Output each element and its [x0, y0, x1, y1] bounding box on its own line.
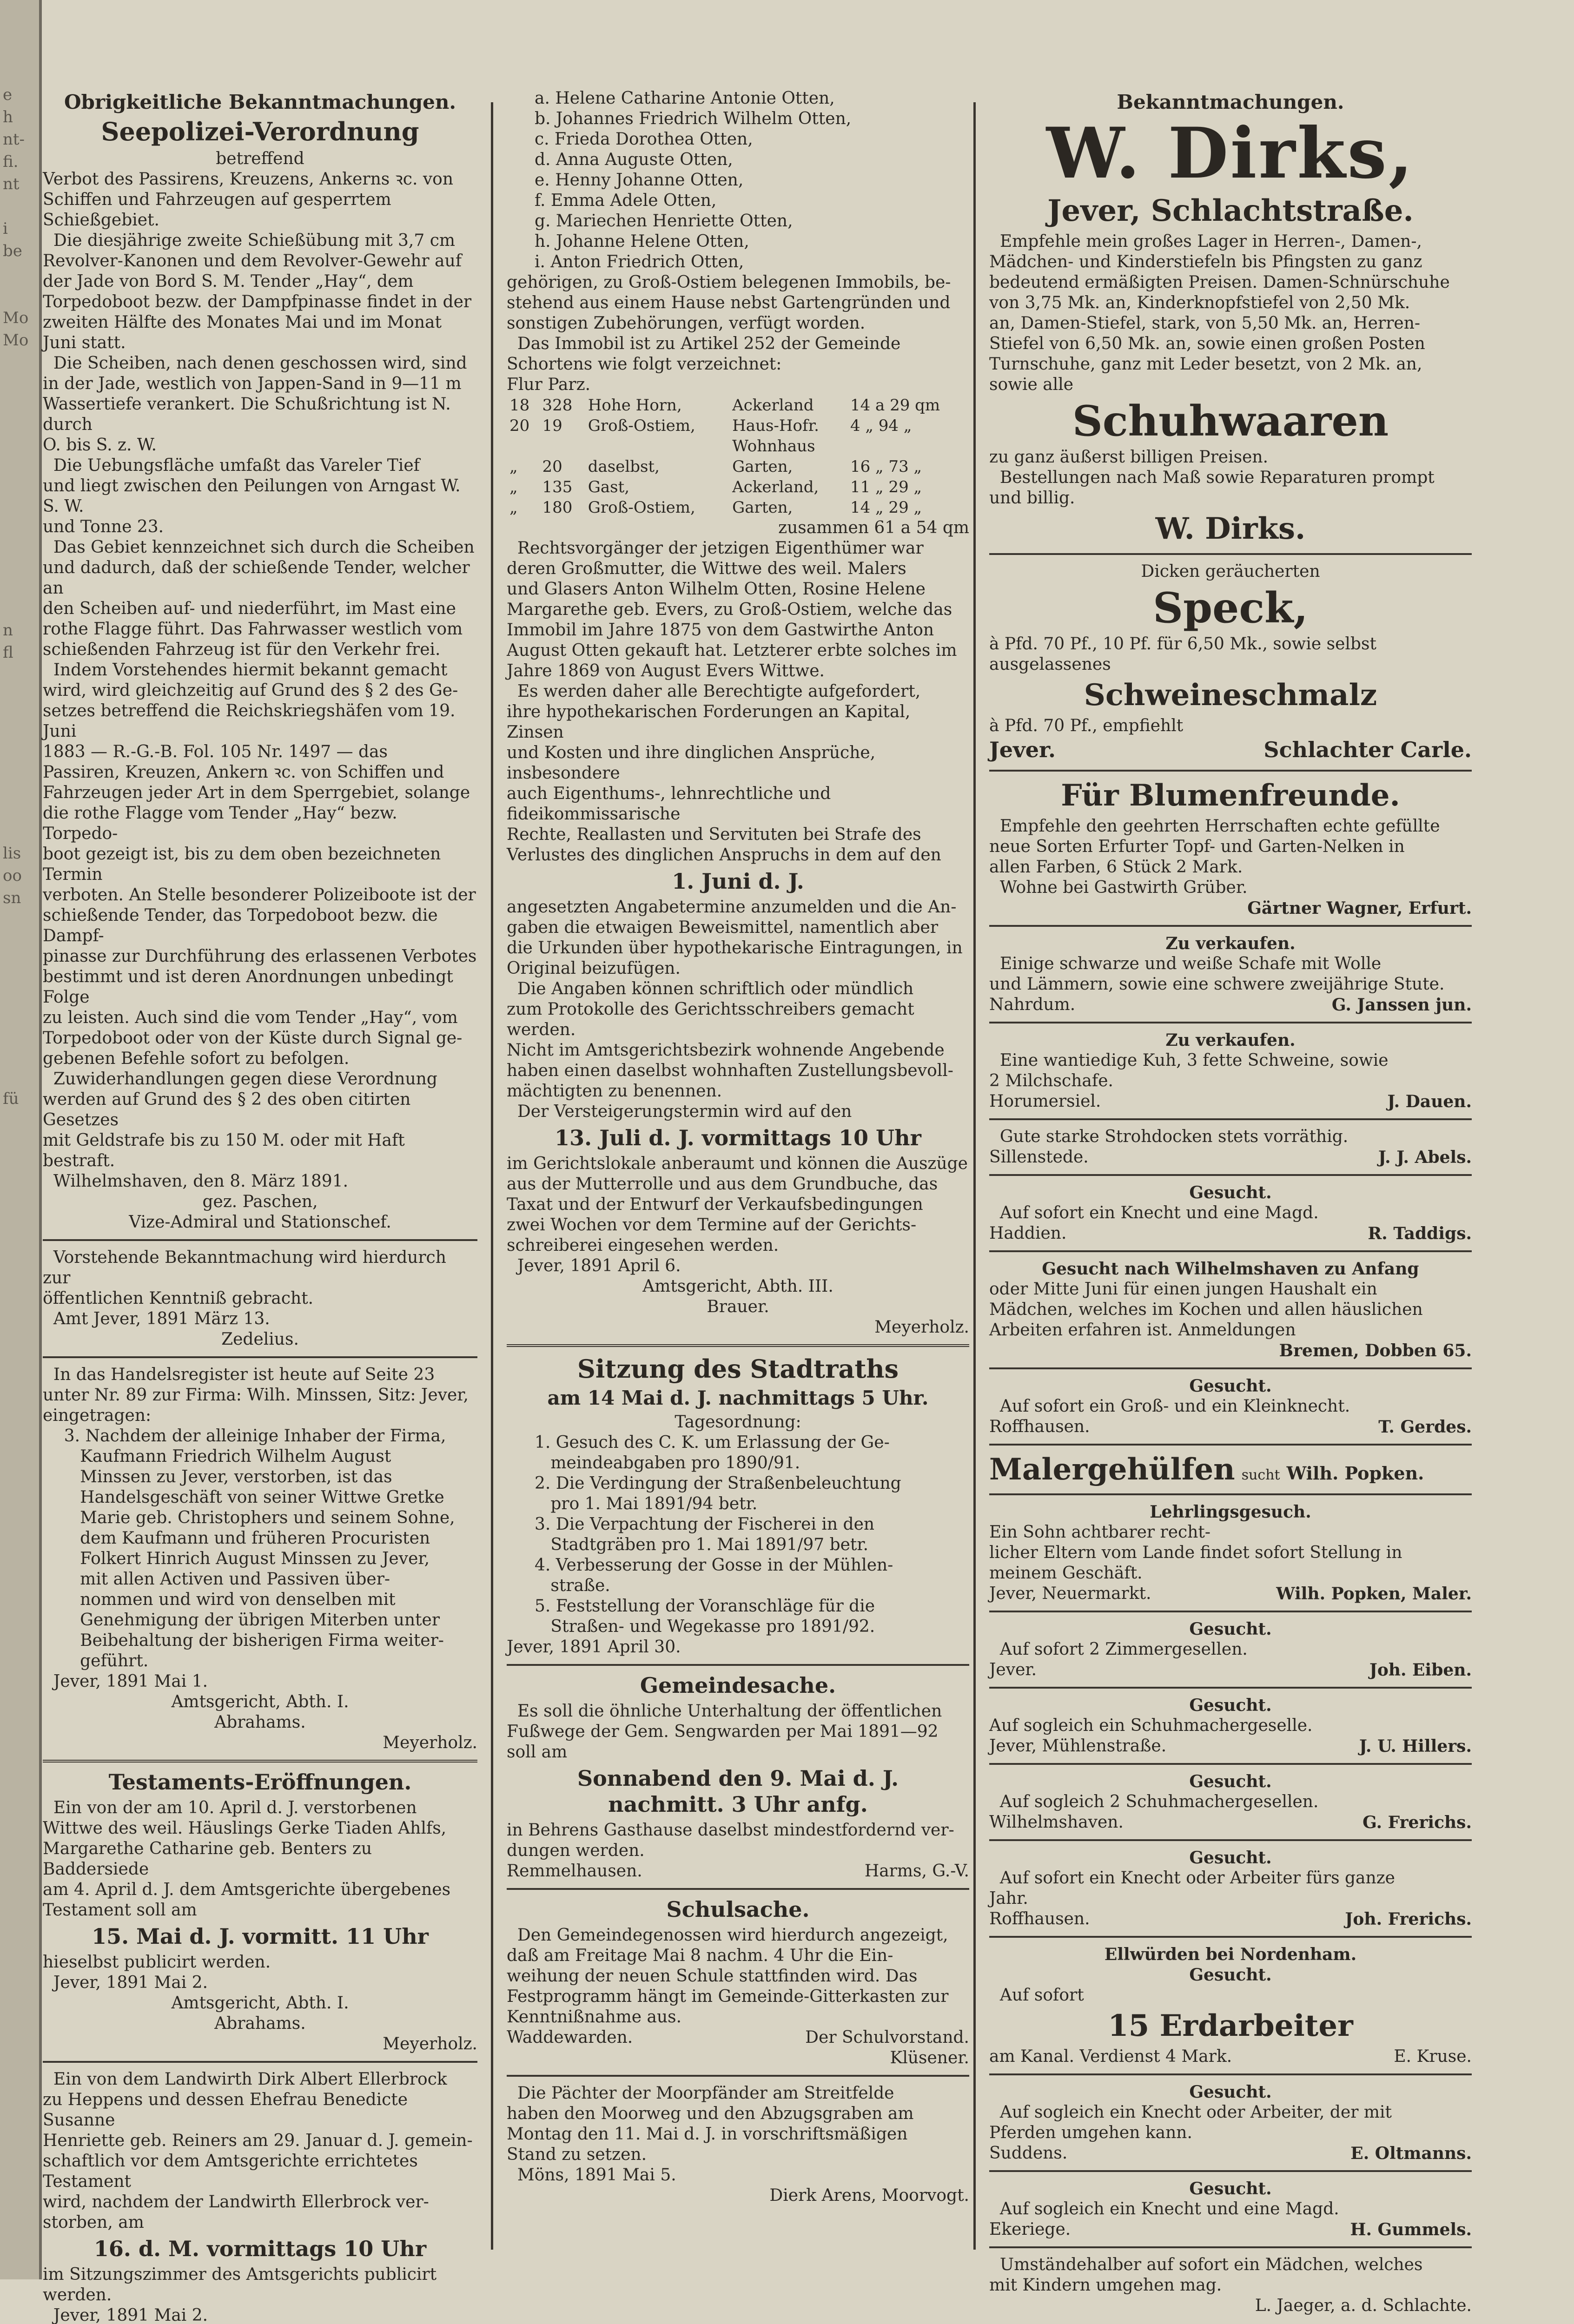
- divider: [989, 1687, 1472, 1689]
- ad-body: Auf sogleich 2 Schuhmachergesellen.: [989, 1792, 1319, 1811]
- agenda-header: Tagesordnung:: [675, 1413, 801, 1432]
- date-line: 1. Juni d. J.: [672, 869, 804, 894]
- court-name: Amtsgericht, Abth. I.: [171, 1692, 349, 1711]
- ad-signature: E. Kruse.: [1394, 2047, 1472, 2066]
- divider: [989, 2073, 1472, 2075]
- ad-body: Gute starke Strohdocken stets vorräthig.: [989, 1127, 1349, 1146]
- column-rule-1: [491, 102, 493, 2250]
- signature-row: [507, 1861, 969, 1882]
- table-cell: 14 a 29 qm: [850, 396, 940, 415]
- notice-body: gehörigen, zu Groß-Ostiem belegenen Immobils, be- stehend aus einem Hause nebst Gartengründen und sonstigen Zubehörungen, verfügt worden. Das Immobil ist zu Artikel 252 der Gemeinde Schortens wie folgt verzeichnet:: [507, 273, 951, 374]
- place-name: Jever.: [989, 1660, 1037, 1679]
- place-name: Ekeriege.: [989, 2220, 1071, 2239]
- divider: [989, 1611, 1472, 1612]
- ad-signature: Wilh. Popken, Maler.: [1276, 1584, 1472, 1604]
- ad-signature: H. Gummels.: [1350, 2220, 1472, 2239]
- classified-ad: [989, 1502, 1472, 1604]
- notice-body: Die Pächter der Moorpfänder am Streitfelde haben den Moorweg und den Abzugsgraben am Montag den 11. Mai d. J. in vorschriftsmäßigen Stand zu setzen. Möns, 1891 Mai 5.: [507, 2084, 914, 2185]
- ad-headline: Malergehülfen: [989, 1452, 1235, 1487]
- divider: [989, 553, 1472, 555]
- table-cell: Wohnhaus: [732, 437, 815, 456]
- notice-body: Es soll die öhnliche Unterhaltung der öffentlichen Fußwege der Gem. Sengwarden per Mai 1891—92 soll am: [507, 1702, 942, 1762]
- notice-body: Verbot des Passirens, Kreuzens, Ankerns ꝛc. von Schiffen und Fahrzeugen auf gesperrtem Schießgebiet. Die diesjährige zweite Schießübung mit 3,7 cm Revolver-Kanonen und dem Revolver-Gewehr auf der Jade von Bord S. M. Tender „Hay“, dem Torpedoboot bezw. der Dampfpinasse findet in der zweiten Hälfte des Monates Mai und im Monat Juni statt. Die Scheiben, nach denen geschossen wird, sind in der Jade, westlich von Jappen-Sand in 9—11 m Wassertiefe verankert. Die Schußrichtung ist N. durch O. bis S. z. W. Die Uebungsfläche umfaßt das Vareler Tief und liegt zwischen den Peilungen von Arngast W. S. W. und Tonne 23. Das Gebiet kennzeichnet sich durch die Scheiben und dadurch, daß der schießende Tender, welcher an den Scheiben auf- und niederführt, im Mast eine rothe Flagge führt. Das Fahrwasser westlich vom schießenden Fahrzeug ist für den Verkehr frei. Indem Vorstehendes hiermit bekannt gemacht wird, wird gleichzeitig auf Grund des § 2 des Ge- setzes betreffend die Reichskriegshäfen vom 19. Juni 1883 — R.-G.-B. Fol. 105 Nr. 1497 — das Passiren, Kreuzen, Ankern ꝛc. von Schiffen und Fahrzeugen jeder Art in dem Sperrgebiet, solange die rothe Flagge vom Tender „Hay“ bezw. Torpedo- boot gezeigt ist, bis zu dem oben bezeichneten Termin verboten. An Stelle besonderer Polizeiboote ist der schießende Tender, das Torpedoboot bezw. die Dampf- pinasse zur Durchführung des erlassenen Verbotes bestimmt und ist deren Anordnungen unbedingt Folge zu leisten. Auch sind die vom Tender „Hay“, vom Torpedoboot oder von der Küste durch Signal ge- gebenen Befehle sofort zu befolgen. Zuwiderhandlungen gegen diese Verordnung werden auf Grund des § 2 des oben citirten Gesetzes mit Geldstrafe bis zu 150 M. oder mit Haft bestraft. Wilhelmshaven, den 8. März 1891.: [43, 170, 477, 1191]
- ad-signature: G. Frerichs.: [1362, 1813, 1472, 1832]
- ad-body: Auf sogleich ein Knecht oder Arbeiter, der mit Pferden umgehen kann.: [989, 2103, 1392, 2142]
- table-cell: 20: [509, 416, 530, 435]
- divider: [989, 1493, 1472, 1495]
- classified-ad: [989, 1771, 1472, 1833]
- classified-group: [989, 2073, 1472, 2240]
- place-name: Jever.: [989, 737, 1056, 762]
- divider: [989, 1118, 1472, 1120]
- divider: [507, 1664, 969, 1666]
- judge-name: Abrahams.: [214, 2014, 306, 2033]
- place-name: Remmelhausen.: [507, 1862, 642, 1881]
- divider: [989, 1367, 1472, 1369]
- divider: [989, 1174, 1472, 1176]
- ad-head: Gesucht.: [1189, 1965, 1272, 1985]
- section-header: Obrigkeitliche Bekanntmachungen.: [64, 91, 456, 113]
- divider: [989, 770, 1472, 772]
- classified-ad: [989, 1695, 1472, 1756]
- place-name: Waddewarden.: [507, 2028, 633, 2047]
- ad-headline: Für Blumenfreunde.: [1061, 778, 1400, 813]
- table-row: [507, 497, 969, 518]
- notice-body: in Behrens Gasthause daselbst mindestfordernd ver- dungen werden.: [507, 1821, 954, 1860]
- classified-group: [989, 925, 1472, 1437]
- table-row: [507, 395, 969, 416]
- place-name: Suddens.: [989, 2144, 1068, 2163]
- ad-headline: Schweineschmalz: [1084, 678, 1377, 713]
- table-cell: Ackerland: [732, 396, 814, 415]
- place-name: Wilhelmshaven.: [989, 1813, 1124, 1832]
- maler-ad: [989, 1452, 1472, 1487]
- divider: [989, 1936, 1472, 1938]
- ad-body: zu ganz äußerst billigen Preisen. Bestellungen nach Maß sowie Reparaturen prompt und billig.: [989, 448, 1435, 508]
- divider: [989, 925, 1472, 927]
- table-cell: Gast,: [588, 478, 630, 496]
- signature-row: [989, 995, 1472, 1015]
- ad-body: Auf sogleich ein Schuhmachergeselle.: [989, 1716, 1313, 1735]
- court-name: Amtsgericht, Abth. III.: [642, 1277, 833, 1296]
- ad-head: Ellwürden bei Nordenham.: [1104, 1945, 1357, 1964]
- classified-ad: [989, 1376, 1472, 1437]
- signature-row: [989, 1340, 1472, 1361]
- ad-signature: E. Oltmanns.: [1350, 2144, 1472, 2163]
- ad-headline: 15 Erdarbeiter: [1108, 2008, 1353, 2043]
- ad-head: Gesucht.: [1189, 1376, 1272, 1396]
- ad-head: Lehrlingsgesuch.: [1150, 1502, 1311, 1522]
- ad-head: Zu verkaufen.: [1165, 934, 1296, 953]
- ad-signature: Schlachter Carle.: [1263, 737, 1472, 762]
- table-cell: [847, 436, 969, 456]
- table-header: Flur Parz.: [507, 375, 591, 394]
- ad-body: Ein Sohn achtbarer recht- licher Eltern vom Lande findet sofort Stellung in meinem Geschäft.: [989, 1523, 1402, 1583]
- place-name: Sillenstede.: [989, 1148, 1089, 1167]
- divider: [989, 2170, 1472, 2172]
- table-row: [507, 416, 969, 436]
- divider: [507, 1888, 969, 1890]
- ad-signature: L. Jaeger, a. d. Schlachte.: [1255, 2296, 1472, 2315]
- date-line: 15. Mai d. J. vormitt. 11 Uhr: [92, 1924, 429, 1949]
- notice-body: Vorstehende Bekanntmachung wird hierdurch zur öffentlichen Kenntniß gebracht. Amt Jever, 1891 März 13.: [43, 1248, 446, 1328]
- table-cell: Garten,: [732, 457, 793, 476]
- divider: [989, 1444, 1472, 1446]
- signature-row: [989, 1091, 1472, 1112]
- ad-signature: Joh. Eiben.: [1369, 1660, 1472, 1680]
- classified-group: [989, 1493, 1472, 1929]
- ad-signature: W. Dirks.: [1155, 511, 1306, 546]
- ad-signature: J. J. Abels.: [1378, 1148, 1472, 1167]
- notice-title-testament: Testaments-Eröffnungen.: [108, 1769, 412, 1795]
- divider: [989, 1839, 1472, 1841]
- clerk-name: Meyerholz.: [383, 1733, 477, 1752]
- signature-row: [507, 2027, 969, 2048]
- clerk-name: Meyerholz.: [383, 2034, 477, 2053]
- facing-page-text: e h nt- fi. nt i be Mo Mo n fl lis oo sn fü: [3, 86, 29, 1108]
- ad-body: Auf sofort ein Groß- und ein Kleinknecht.: [989, 1397, 1350, 1416]
- notice-body: im Gerichtslokale anberaumt und können die Auszüge aus der Mutterrolle und aus dem Grundbuche, das Taxat und der Entwurf der Verkaufsbedingungen zwei Wochen vor dem Termine auf der Gerichts- schreiberei eingesehen werden. Jever, 1891 April 6.: [507, 1154, 968, 1275]
- signature: gez. Paschen,: [202, 1192, 318, 1211]
- signature-row: [989, 1223, 1472, 1244]
- ad-body: Auf sofort: [989, 1986, 1084, 2005]
- divider: [43, 1239, 477, 1241]
- notice-subtitle: betreffend: [216, 149, 304, 168]
- place-name: Horumersiel.: [989, 1092, 1101, 1111]
- table-cell: Ackerland,: [732, 478, 819, 496]
- table-cell: „: [509, 478, 518, 496]
- ad-body: à Pfd. 70 Pf., 10 Pf. für 6,50 Mk., sowie selbst ausgelassenes: [989, 634, 1376, 674]
- ad-signature: Wilh. Popken.: [1286, 1463, 1424, 1484]
- table-cell: Hohe Horn,: [588, 396, 682, 415]
- ad-body: Auf sofort 2 Zimmergesellen.: [989, 1640, 1248, 1659]
- ad-signature: Gärtner Wagner, Erfurt.: [1247, 898, 1472, 918]
- table-cell: 19: [542, 416, 562, 435]
- table-cell: Groß-Ostiem,: [588, 498, 695, 517]
- classified-ad: [989, 1182, 1472, 1244]
- ad-body: oder Mitte Juni für einen jungen Haushalt ein Mädchen, welches im Kochen und allen häuslichen Arbeiten erfahren ist. Anmeldungen: [989, 1280, 1423, 1340]
- table-cell: „: [509, 457, 518, 476]
- divider: [989, 1250, 1472, 1252]
- clerk-name: Meyerholz.: [874, 1318, 969, 1337]
- table-row: [507, 436, 969, 456]
- table-cell: 180: [542, 498, 573, 517]
- signature-row: [989, 1147, 1472, 1168]
- divider: [507, 2075, 969, 2077]
- signature-row: [989, 2143, 1472, 2164]
- heirs-list: a. Helene Catharine Antonie Otten, b. Johannes Friedrich Wilhelm Otten, c. Frieda Dorothea Otten, d. Anna Auguste Otten, e. Henny Johanne Otten, f. Emma Adele Otten, g. Mariechen Henriette Otten, h. Johanne Helene Otten, i. Anton Friedrich Otten,: [535, 89, 852, 271]
- ad-head: Gesucht.: [1189, 1696, 1272, 1715]
- column-official-notices: [43, 88, 477, 2324]
- ad-head: Gesucht.: [1189, 1772, 1272, 1791]
- advertiser-address: Jever, Schlachtstraße.: [1047, 193, 1414, 228]
- notice-title-stadtrath: Sitzung des Stadtraths: [577, 1354, 899, 1384]
- notice-title-gemeinde: Gemeindesache.: [640, 1673, 836, 1698]
- ad-signature: J. Dauen.: [1387, 1092, 1472, 1111]
- notice-body: Ein von der am 10. April d. J. verstorbenen Wittwe des weil. Häuslings Gerke Tiaden Ahlfs, Margarethe Catharine geb. Benters zu Baddersiede am 4. April d. J. dem Amtsgerichte übergebenes Testament soll am: [43, 1798, 451, 1920]
- table-cell: 11 „ 29 „: [850, 478, 922, 496]
- table-cell: 16 „ 73 „: [850, 457, 922, 476]
- ad-body: Auf sofort ein Knecht oder Arbeiter fürs ganze Jahr.: [989, 1868, 1395, 1908]
- divider: [989, 2246, 1472, 2248]
- signature-row: [989, 1660, 1472, 1680]
- table-total: zusammen 61 a 54 qm: [778, 518, 969, 537]
- signature-row: [989, 1736, 1472, 1756]
- date-line: 13. Juli d. J. vormittags 10 Uhr: [555, 1125, 921, 1150]
- date-line: Sonnabend den 9. Mai d. J. nachmitt. 3 Uhr anfg.: [577, 1766, 899, 1817]
- divider: [989, 1022, 1472, 1023]
- table-cell: Haus-Hofr.: [732, 416, 819, 435]
- notice-body: im Sitzungszimmer des Amtsgerichts publicirt werden. Jever, 1891 Mai 2.: [43, 2265, 437, 2324]
- classified-ad: [989, 1619, 1472, 1680]
- notice-body: In das Handelsregister ist heute auf Seite 23 unter Nr. 89 zur Firma: Wilh. Minssen, Sitz: Jever, eingetragen: 3. Nachdem der alleinige Inhaber der Firma, Kaufmann Friedrich Wilhelm August Minssen zu Jever, verstorben, ist das Handelsgeschäft von seiner Wittwe Gretke Marie geb. Christophers und seinem Sohne, dem Kaufmann und früheren Procuristen Folkert Hinrich August Minssen zu Jever, mit allen Activen und Passiven über- nommen und wird von denselben mit Genehmigung der übrigen Miterben unter Beibehaltung der bisherigen Firma weiter- geführt. Jever, 1891 Mai 1.: [43, 1365, 469, 1691]
- parcel-table: [507, 395, 969, 518]
- table-cell: 18: [509, 396, 530, 415]
- ad-signature: R. Taddigs.: [1368, 1224, 1472, 1243]
- place-name: Haddien.: [989, 1224, 1067, 1243]
- notice-body: angesetzten Angabetermine anzumelden und die An- gaben die etwaigen Beweismittel, namentlich aber die Urkunden über hypothekarische Eintragungen, in Original beizufügen. Die Angaben können schriftlich oder mündlich zum Protokolle des Gerichtsschreibers gemacht werden. Nicht im Amtsgerichtsbezirk wohnende Angebende haben einen daselbst wohnhaften Zustellungsbevoll- mächtigten zu benennen. Der Versteigerungstermin wird auf den: [507, 898, 963, 1121]
- signature: Harms, G.-V.: [864, 1862, 969, 1881]
- court-name: Amtsgericht, Abth. I.: [171, 1994, 349, 2013]
- signature-row: [989, 2219, 1472, 2240]
- table-cell: [585, 436, 729, 456]
- ad-body: Dicken geräucherten: [1141, 562, 1320, 581]
- table-cell: [507, 436, 540, 456]
- ad-body: à Pfd. 70 Pf., empfiehlt: [989, 716, 1184, 735]
- judge-name: Brauer.: [707, 1297, 769, 1316]
- classified-ad: [989, 2082, 1472, 2164]
- classified-ad: [989, 1848, 1472, 1929]
- place-name: Roffhausen.: [989, 1909, 1090, 1928]
- signature-title: Vize-Admiral und Stationschef.: [129, 1213, 391, 1232]
- place-name: Jever, Mühlenstraße.: [989, 1736, 1167, 1756]
- ad-signature: G. Janssen jun.: [1331, 995, 1472, 1015]
- place-name: Jever, Neuermarkt.: [989, 1584, 1151, 1603]
- signature: Zedelius.: [221, 1330, 299, 1349]
- table-cell: „: [509, 498, 518, 517]
- ad-body: Eine wantiedige Kuh, 3 fette Schweine, sowie 2 Milchschafe.: [989, 1051, 1389, 1090]
- classified-ad: [989, 1259, 1472, 1361]
- ad-head: Gesucht.: [1189, 1619, 1272, 1639]
- table-cell: [540, 436, 585, 456]
- advertiser-name: W. Dirks,: [1046, 112, 1415, 194]
- notice-title-schule: Schulsache.: [666, 1897, 810, 1922]
- classified-ad: [989, 1127, 1472, 1168]
- ad-signature: J. U. Hillers.: [1359, 1736, 1472, 1756]
- signature-row: [989, 1812, 1472, 1833]
- table-cell: 4 „ 94 „: [850, 416, 912, 435]
- signature-row: [989, 1584, 1472, 1604]
- ad-head: Gesucht.: [1189, 2179, 1272, 2199]
- divider: [989, 1763, 1472, 1765]
- divider: [43, 2061, 477, 2063]
- ad-signature: Joh. Frerichs.: [1345, 1909, 1472, 1929]
- classified-ad: [989, 1030, 1472, 1112]
- table-cell: Garten,: [732, 498, 793, 517]
- notice-subtitle: am 14 Mai d. J. nachmittags 5 Uhr.: [547, 1386, 929, 1409]
- place-name: Nahrdum.: [989, 995, 1076, 1014]
- ad-head: Gesucht nach Wilhelmshaven zu Anfang: [1042, 1259, 1419, 1279]
- divider: [43, 1760, 477, 1763]
- ad-body: Empfehle mein großes Lager in Herren-, Damen-, Mädchen- und Kinderstiefeln bis Pfingsten zu ganz bedeutend ermäßigten Preisen. Damen-Schnürschuhe von 3,75 Mk. an, Kinderknopfstiefel von 2,50 Mk. an, Damen-Stiefel, stark, von 5,50 Mk. an, Herren- Stiefel von 6,50 Mk. an, sowie einen großen Posten Turnschuhe, ganz mit Leder besetzt, von 2 Mk. an, sowie alle: [989, 232, 1450, 394]
- date-line: 16. d. M. vormittags 10 Uhr: [93, 2236, 427, 2261]
- signature-row: [989, 1909, 1472, 1929]
- place-name: am Kanal. Verdienst 4 Mark.: [989, 2047, 1232, 2066]
- signature: Klüsener.: [890, 2048, 969, 2067]
- ad-head: Gesucht.: [1189, 2082, 1272, 2102]
- signature-row: [989, 1417, 1472, 1437]
- notice-body: Rechtsvorgänger der jetzigen Eigenthümer war deren Großmutter, die Wittwe des weil. Malers und Glasers Anton Wilhelm Otten, Rosine Helene Margarethe geb. Evers, zu Groß-Ostiem, welche das Immobil im Jahre 1875 von dem Gastwirthe Anton August Otten gekauft hat. Letzterer erbte solches im Jahre 1869 von August Evers Wittwe. Es werden daher alle Berechtigte aufgefordert, ihre hypothekarischen Forderungen an Kapital, Zinsen und Kosten und ihre dinglichen Ansprüche, insbesondere auch Eigenthums-, lehnrechtliche und fideikommissarische Rechte, Reallasten und Servituten bei Strafe des Verlustes des dinglichen Anspruchs in dem auf den: [507, 539, 957, 865]
- judge-name: Abrahams.: [214, 1713, 306, 1732]
- ad-body: sucht: [1241, 1467, 1280, 1483]
- signature-row: [989, 2047, 1472, 2067]
- ad-body: Auf sofort ein Knecht und eine Magd.: [989, 1203, 1319, 1222]
- ad-body: Einige schwarze und weiße Schafe mit Wolle und Lämmern, sowie eine schwere zweijährige Stute.: [989, 954, 1445, 994]
- table-cell: daselbst,: [588, 457, 660, 476]
- table-cell: 14 „ 29 „: [850, 498, 922, 517]
- ad-headline: Speck,: [1153, 583, 1308, 633]
- classified-ad: [989, 2179, 1472, 2240]
- classified-ad: [989, 933, 1472, 1015]
- column-rule-2: [973, 102, 976, 2250]
- facing-page-edge: [0, 0, 42, 2279]
- divider: [507, 1344, 969, 1347]
- place-name: Roffhausen.: [989, 1417, 1090, 1436]
- ad-head: Gesucht.: [1189, 1183, 1272, 1202]
- column-court-notices: [507, 88, 969, 2273]
- ad-body: Empfehle den geehrten Herrschaften echte gefüllte neue Sorten Erfurter Topf- und Garten-Nelken in allen Farben, 6 Stück 2 Mark. Wohne bei Gastwirth Grüber.: [989, 817, 1440, 897]
- divider: [43, 1356, 477, 1358]
- table-cell: Groß-Ostiem,: [588, 416, 695, 435]
- notice-body: hieselbst publicirt werden. Jever, 1891 Mai 2.: [43, 1953, 271, 1992]
- table-row: [507, 456, 969, 477]
- notice-body: Den Gemeindegenossen wird hierdurch angezeigt, daß am Freitage Mai 8 nachm. 4 Uhr die Ein- weihung der neuen Schule stattfinden wird. Das Festprogramm hängt im Gemeinde-Gitterkasten zur Kenntnißnahme aus.: [507, 1926, 949, 2027]
- ad-body: Umständehalber auf sofort ein Mädchen, welches mit Kindern umgehen mag.: [989, 2255, 1423, 2295]
- ad-signature: T. Gerdes.: [1378, 1417, 1472, 1437]
- ad-signature: Bremen, Dobben 65.: [1279, 1341, 1472, 1360]
- column-advertisements: [989, 88, 1472, 2315]
- agenda-date: Jever, 1891 April 30.: [507, 1637, 681, 1657]
- notice-body: Ein von dem Landwirth Dirk Albert Ellerbrock zu Heppens und dessen Ehefrau Benedicte Susanne Henriette geb. Reiners am 29. Januar d. J. gemein- schaftlich vor dem Amtsgerichte errichtetes Testament wird, nachdem der Landwirth Ellerbrock ver- storben, am: [43, 2070, 473, 2232]
- signature: Der Schulvorstand.: [805, 2028, 969, 2047]
- section-header: Bekanntmachungen.: [1117, 91, 1344, 113]
- ad-headline: Schuhwaaren: [1072, 396, 1389, 446]
- signature-row: [989, 736, 1472, 763]
- agenda-list: 1. Gesuch des C. K. um Erlassung der Ge- meindeabgaben pro 1890/91. 2. Die Verdingung der Straßenbeleuchtung pro 1. Mai 1891/94 betr. 3. Die Verpachtung der Fischerei in den Stadtgräben pro 1. Mai 1891/97 betr. 4. Verbesserung der Gosse in der Mühlen- straße. 5. Feststellung der Voranschläge für die Straßen- und Wegekasse pro 1891/92.: [535, 1433, 901, 1636]
- ad-head: Zu verkaufen.: [1165, 1030, 1296, 1050]
- notice-title-seepolizei: Seepolizei-Verordnung: [101, 117, 419, 146]
- table-cell: 135: [542, 478, 573, 496]
- ad-head: Gesucht.: [1189, 1848, 1272, 1868]
- table-row: [507, 477, 969, 497]
- table-cell: 20: [542, 457, 562, 476]
- table-cell: 328: [542, 396, 573, 415]
- ad-body: Auf sogleich ein Knecht und eine Magd.: [989, 2199, 1339, 2218]
- signature: Dierk Arens, Moorvogt.: [769, 2186, 969, 2205]
